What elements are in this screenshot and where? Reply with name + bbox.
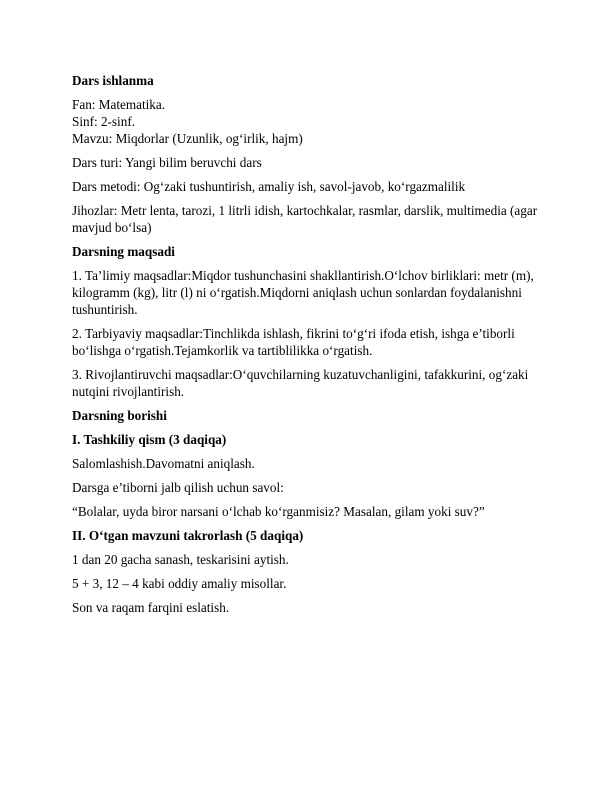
section2-item: 5 + 3, 12 – 4 kabi oddiy amaliy misollar. (72, 576, 287, 591)
subject-line: Fan: Matematika. (72, 97, 166, 112)
lesson-method-line: Dars metodi: Og‘zaki tushuntirish, amaliy ish, savol-javob, ko‘rgazmalilik (72, 179, 466, 194)
section1-heading: I. Tashkiliy qism (3 daqiqa) (72, 432, 227, 447)
section1-item: Salomlashish.Davomatni aniqlash. (72, 456, 255, 471)
section2-item: 1 dan 20 gacha sanash, teskarisini aytish. (72, 552, 289, 567)
progress-heading: Darsning borishi (72, 408, 167, 423)
document-title: Dars ishlanma (72, 73, 154, 88)
goal-developmental: 3. Rivojlantiruvchi maqsadlar:O‘quvchilarning kuzatuvchanligini, tafakkurini, og‘zaki nutqini rivojlantirish. (72, 367, 529, 399)
section1-item: Darsga e’tiborni jalb qilish uchun savol: (72, 480, 284, 495)
topic-line: Mavzu: Miqdorlar (Uzunlik, og‘irlik, hajm) (72, 131, 303, 146)
section2-item: Son va raqam farqini eslatish. (72, 600, 230, 615)
lesson-info-block (72, 96, 542, 147)
grade-line: Sinf: 2-sinf. (72, 114, 136, 129)
goals-heading: Darsning maqsadi (72, 244, 175, 259)
goal-upbringing: 2. Tarbiyaviy maqsadlar:Tinchlikda ishlash, fikrini to‘g‘ri ifoda etish, ishga e’tiborli bo‘lishga o‘rgatish.Tejamkorlik va tartiblilikka o‘rgatish. (72, 326, 515, 358)
section1-item: “Bolalar, uyda biror narsani o‘lchab ko‘rganmisiz? Masalan, gilam yoki suv?” (72, 504, 485, 519)
document-page (72, 72, 542, 623)
equipment-paragraph: Jihozlar: Metr lenta, tarozi, 1 litrli idish, kartochkalar, rasmlar, darslik, multimedia (agar mavjud bo‘lsa) (72, 203, 538, 235)
lesson-type-line: Dars turi: Yangi bilim beruvchi dars (72, 155, 262, 170)
goal-educational: 1. Ta’limiy maqsadlar:Miqdor tushunchasini shakllantirish.O‘lchov birliklari: metr (m), kilogramm (kg), litr (l) ni o‘rgatish.Miqdorni aniqlash uchun sonlardan foydalanishni tushuntirish. (72, 268, 534, 317)
section2-heading: II. O‘tgan mavzuni takrorlash (5 daqiqa) (72, 528, 304, 543)
